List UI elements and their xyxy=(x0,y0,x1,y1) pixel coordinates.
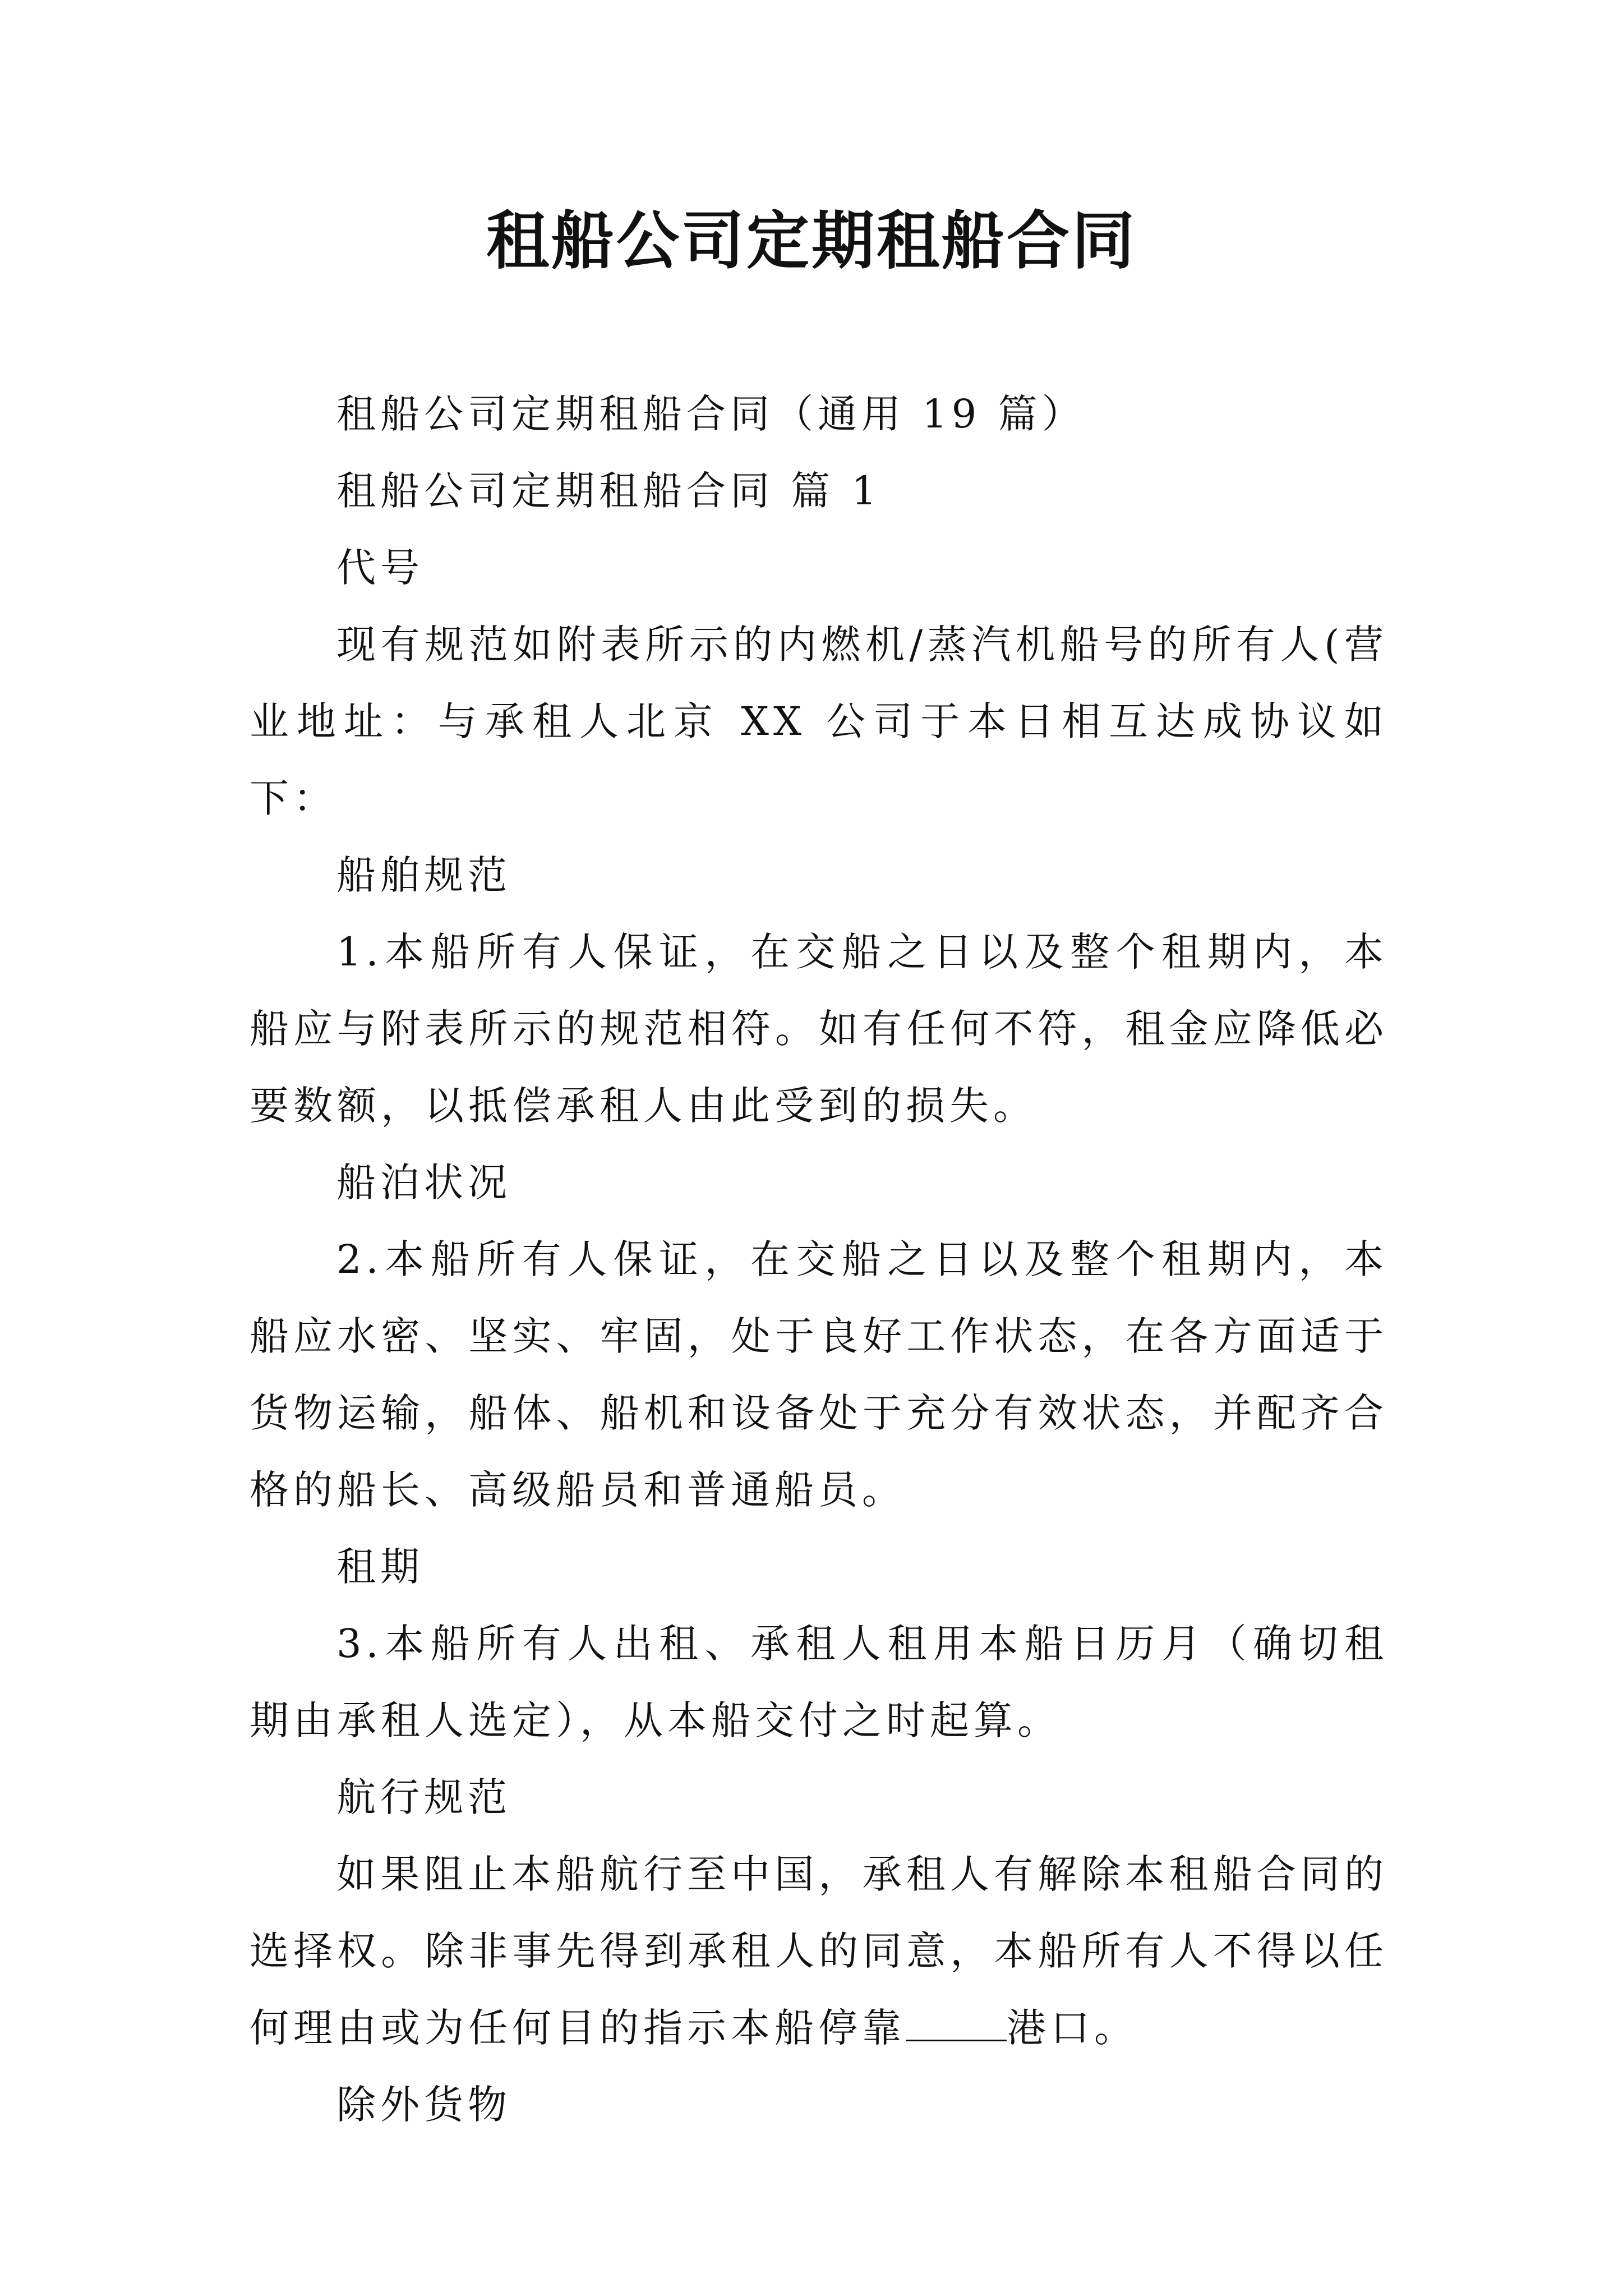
clause-1: 1.本船所有人保证，在交船之日以及整个租期内，本船应与附表所示的规范相符。如有任何不符，租金应降低必要数额，以抵偿承租人由此受到的损失。 xyxy=(250,929,1388,1129)
heading-ship-spec: 船舶规范 xyxy=(336,852,511,898)
heading-ship-condition: 船泊状况 xyxy=(336,1159,511,1205)
document-body xyxy=(250,376,1388,2143)
document-title: 租船公司定期租船合同 xyxy=(486,205,1137,278)
section-header: 租船公司定期租船合同 篇 1 xyxy=(336,468,882,514)
heading-nav-spec: 航行规范 xyxy=(336,1774,511,1820)
heading-term: 租期 xyxy=(336,1544,424,1590)
heading-excluded-cargo: 除外货物 xyxy=(336,2082,511,2128)
clause-2: 2.本船所有人保证，在交船之日以及整个租期内，本船应水密、坚实、牢固，处于良好工作状态，在各方面适于货物运输，船体、船机和设备处于充分有效状态，并配齐合格的船长、高级船员和普通船员。 xyxy=(250,1236,1388,1513)
code-label: 代号 xyxy=(336,545,424,591)
clause-4-text: 如果阻止本船航行至中国，承租人有解除本租船合同的选择权。除非事先得到承租人的同意，本船所有人不得以任何理由或为任何目的指示本船停靠 xyxy=(250,1851,1388,2051)
clause-4 xyxy=(250,1836,1388,2067)
document-subtitle: 租船公司定期租船合同（通用 19 篇） xyxy=(336,391,1086,437)
intro-paragraph: 现有规范如附表所示的内燃机/蒸汽机船号的所有人(营业地址：与承租人北京 XX 公司于本日相互达成协议如下： xyxy=(250,622,1388,821)
port-blank xyxy=(906,2006,1007,2041)
clause-4-end: 港口。 xyxy=(1007,2005,1138,2051)
clause-3: 3.本船所有人出租、承租人租用本船日历月（确切租期由承租人选定），从本船交付之时起算。 xyxy=(250,1621,1388,1743)
